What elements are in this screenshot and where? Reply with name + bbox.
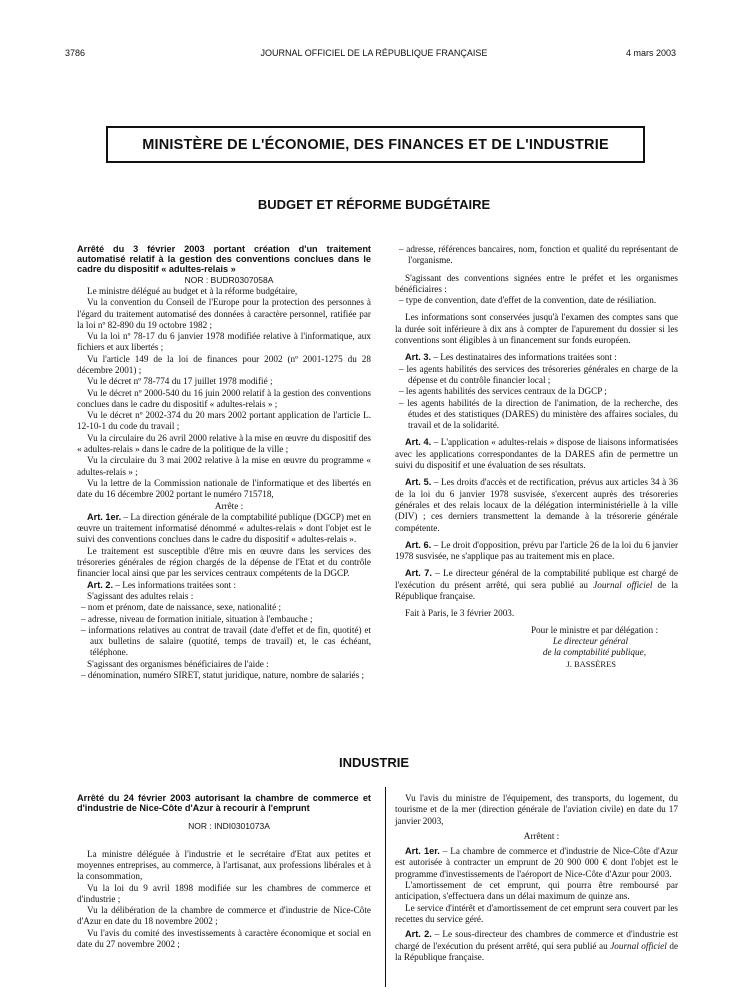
- decree-1-title: Arrêté du 3 février 2003 portant création d'un traitement automatisé relatif à la gestion des conventions conclues dans le cadre du dispositif « adultes-relais »: [77, 244, 371, 275]
- list-item: – les agents habilités des services centraux de la DGCP ;: [399, 386, 607, 397]
- decree-2-title: Arrêté du 24 février 2003 autorisant la chambre de commerce et d'industrie de Nice-Côte d'Azur à recourir à l'emprunt: [77, 793, 371, 814]
- decree-1-visa: Vu le décret nº 2000-540 du 16 juin 2000 relatif à la gestion des conventions conclues dans le cadre du dispositif « adultes-relais » ;: [77, 387, 371, 409]
- decree-1-article-1: Art. 1er. – La direction générale de la comptabilité publique (DGCP) met en œuvre un traitement informatisé dénommé « adultes-relais » dont l'objet est le suivi des conventions conclues dans le cadre du dispositif « adultes-relais ».: [77, 511, 371, 545]
- list-item: – dénomination, numéro SIRET, statut juridique, nature, nombre de salariés ;: [81, 670, 365, 680]
- decree-1-article-6: Art. 6. – Le droit d'opposition, prévu par l'article 26 de la loi du 6 janvier 1978 susvisée, ne s'applique pas au traitement mis en place.: [395, 539, 679, 562]
- decree-1-left-column: [77, 244, 371, 681]
- article-label: Art. 2.: [87, 579, 114, 590]
- decree-1-visa: Vu la circulaire du 26 avril 2000 relative à la mise en œuvre du dispositif des « adultes-relais » dans le cadre de la politique de la ville ;: [77, 432, 371, 455]
- ministry-banner: [106, 126, 645, 163]
- decree-1-arrete: Arrête :: [214, 500, 244, 511]
- decree-2-left-column: [77, 793, 371, 950]
- article-label: Art. 1er.: [87, 511, 122, 522]
- journal-title: JOURNAL OFFICIEL DE LA RÉPUBLIQUE FRANÇAISE: [260, 48, 488, 58]
- decree-2-nor: NOR : INDI0301073A: [188, 821, 270, 832]
- decree-2-arretent: Arrêtent :: [523, 830, 560, 841]
- decree-1-article-7: Art. 7. – Le directeur général de la comptabilité publique est chargé de l'exécution du présent arrêté, qui sera publié au Journal officiel de la République française.: [395, 568, 678, 602]
- decree-2-right-column: [395, 793, 678, 963]
- decree-1-visa: Vu la lettre de la Commission nationale de l'informatique et des libertés en date du 16 décembre 2002 portant le numéro 715718,: [77, 477, 371, 500]
- article-label: Art. 7.: [405, 568, 432, 579]
- article-label: Art. 4.: [405, 437, 432, 448]
- decree-1-article-5: Art. 5. – Les droits d'accès et de rectification, prévus aux articles 34 à 36 de la loi du 6 janvier 1978 susvisée, s'exercent auprès des trésoreries générales et des relais locaux de la délégation interministérielle à la ville (DIV) ; ces derniers transmettent la demande à la trésorerie générale compétente.: [395, 477, 678, 533]
- decree-1-visa: Vu la circulaire du 3 mai 2002 relative à la mise en œuvre du programme « adultes-relais » ;: [77, 455, 371, 477]
- decree-1-visa: Vu la convention du Conseil de l'Europe pour la protection des personnes à l'égard du traitement automatisé des données à caractère personnel, ratifiée par la loi nº 82-890 du 19 octobre 1982 ;: [77, 297, 371, 330]
- decree-2-article-1: Art. 1er. – La chambre de commerce et d'industrie de Nice-Côte d'Azur est autorisée à contracter un emprunt de 20 900 000 € dont l'objet est le programme d'investissements de l'aéroport de Nice-Côte d'Azur pour 2003.: [395, 846, 678, 879]
- decree-2-article-2: Art. 2. – Le sous-directeur des chambres de commerce et d'industrie est chargé de l'exécution du présent arrêté, qui sera publié au Journal officiel de la République française.: [395, 929, 679, 962]
- list-item: – les agents habilités des services des trésoreries générales en charge de la dépense et du contrôle financier local ;: [399, 363, 678, 385]
- decree-2-visa: Vu la loi du 9 avril 1898 modifiée sur les chambres de commerce et d'industrie ;: [77, 882, 371, 904]
- list-item: – adresse, niveau de formation initiale, situation à l'embauche ;: [81, 613, 313, 624]
- issue-date: 4 mars 2003: [625, 48, 676, 58]
- decree-1-visa: Le ministre délégué au budget et à la réforme budgétaire,: [87, 285, 298, 296]
- decree-1-visa: Vu l'article 149 de la loi de finances pour 2002 (nº 2001-1275 du 28 décembre 2001) ;: [77, 353, 371, 375]
- decree-1-right-column: [395, 244, 678, 670]
- decree-2-visa: Vu l'avis du comité des investissements à caractère économique et social en date du 27 novembre 2002 ;: [77, 927, 371, 950]
- list-item: – les agents habilités de la direction de l'animation, de la recherche, des études et des statistiques (DARES) du ministère des affaires sociales, du travail et de la solidarité.: [399, 397, 678, 431]
- decree-1-nor: NOR : BUDR0307058A: [184, 274, 274, 285]
- decree-1-article-4: Art. 4. – L'application « adultes-relais » dispose de liaisons informatisées avec les applications correspondantes de la DARES afin de permettre un suivi du dispositif et une évaluation de ses résultats.: [395, 437, 678, 471]
- decree-1-visa: Vu le décret nº 78-774 du 17 juillet 1978 modifié ;: [87, 376, 273, 387]
- decree-1-article-3: Art. 3. – Les destinataires des informations traitées sont :: [405, 352, 617, 363]
- list-item: – adresse, références bancaires, nom, fonction et qualité du représentant de l'organisme.: [399, 244, 678, 266]
- article-label: Art. 2.: [405, 929, 432, 940]
- list-item: – type de convention, date d'effet de la convention, date de résiliation.: [399, 295, 657, 306]
- decree-1-visa: Vu la loi nº 78-17 du 6 janvier 1978 modifiée relative à l'informatique, aux fichiers et aux libertés ;: [77, 331, 371, 353]
- decree-2-article-1-p3: Le service d'intérêt et d'amortissement de cet emprunt sera couvert par les recettes du service géré.: [395, 902, 678, 924]
- list-item: – nom et prénom, date de naissance, sexe, nationalité ;: [81, 602, 282, 613]
- section-heading-budget: BUDGET ET RÉFORME BUDGÉTAIRE: [257, 197, 491, 212]
- decree-2-visa: Vu l'avis du ministre de l'équipement, des transports, du logement, du tourisme et de la mer (direction générale de l'aviation civile) en date du 17 janvier 2003,: [395, 793, 678, 826]
- decree-1-article-2: Art. 2. – Les informations traitées sont :: [87, 579, 237, 590]
- decree-2-visa: Vu la délibération de la chambre de commerce et d'industrie de Nice-Côte d'Azur en date du 18 novembre 2002 ;: [77, 905, 371, 927]
- decree-1-signature: Pour le ministre et par délégation : Le directeur général de la comptabilité publique, J. BASSÈRES: [530, 624, 658, 669]
- article-label: Art. 1er.: [405, 846, 440, 857]
- decree-1-conservation: Les informations sont conservées jusqu'à l'examen des comptes sans que la durée soit inférieure à dix ans à compter de l'apurement du dossier si les conventions sont éligibles à un financement sur fonds européen.: [395, 312, 678, 346]
- decree-1-article-2-sub: S'agissant des organismes bénéficiaires de l'aide :: [87, 658, 269, 669]
- decree-1-conventions: S'agissant des conventions signées entre le préfet et les organismes bénéficiaires :: [395, 272, 678, 294]
- decree-1-article-1-p2: Le traitement est susceptible d'être mis en œuvre dans les services des trésoreries générales de région chargés de la dépense de l'Etat et du contrôle financier local ainsi que par les services centraux compétents de la DGCP.: [77, 545, 371, 579]
- decree-1-fait: Fait à Paris, le 3 février 2003.: [405, 608, 515, 619]
- article-label: Art. 3.: [405, 352, 432, 363]
- article-label: Art. 5.: [405, 477, 432, 488]
- ministry-title: MINISTÈRE DE L'ÉCONOMIE, DES FINANCES ET DE L'INDUSTRIE: [142, 136, 609, 153]
- decree-2-visa: La ministre déléguée à l'industrie et le secrétaire d'Etat aux petites et moyennes entreprises, au commerce, à l'artisanat, aux professions libérales et à la consommation,: [77, 848, 371, 882]
- decree-2-article-1-p2: L'amortissement de cet emprunt, qui pourra être remboursé par anticipation, s'effectuera dans un délai maximum de quinze ans.: [395, 880, 678, 902]
- decree-1-visa: Vu le décret nº 2002-374 du 20 mars 2002 portant application de l'article L. 12-10-1 du code du travail ;: [77, 410, 371, 432]
- list-item: – informations relatives au contrat de travail (date d'effet et de fin, quotité) et aux bulletins de salaire (quotité, temps de travail) et, le cas échéant, téléphone.: [81, 624, 371, 658]
- column-divider: [385, 787, 386, 987]
- page-number: 3786: [65, 48, 86, 58]
- decree-1-article-2-sub: S'agissant des adultes relais :: [87, 590, 194, 601]
- article-label: Art. 6.: [405, 539, 432, 550]
- section-heading-industrie: INDUSTRIE: [338, 755, 410, 770]
